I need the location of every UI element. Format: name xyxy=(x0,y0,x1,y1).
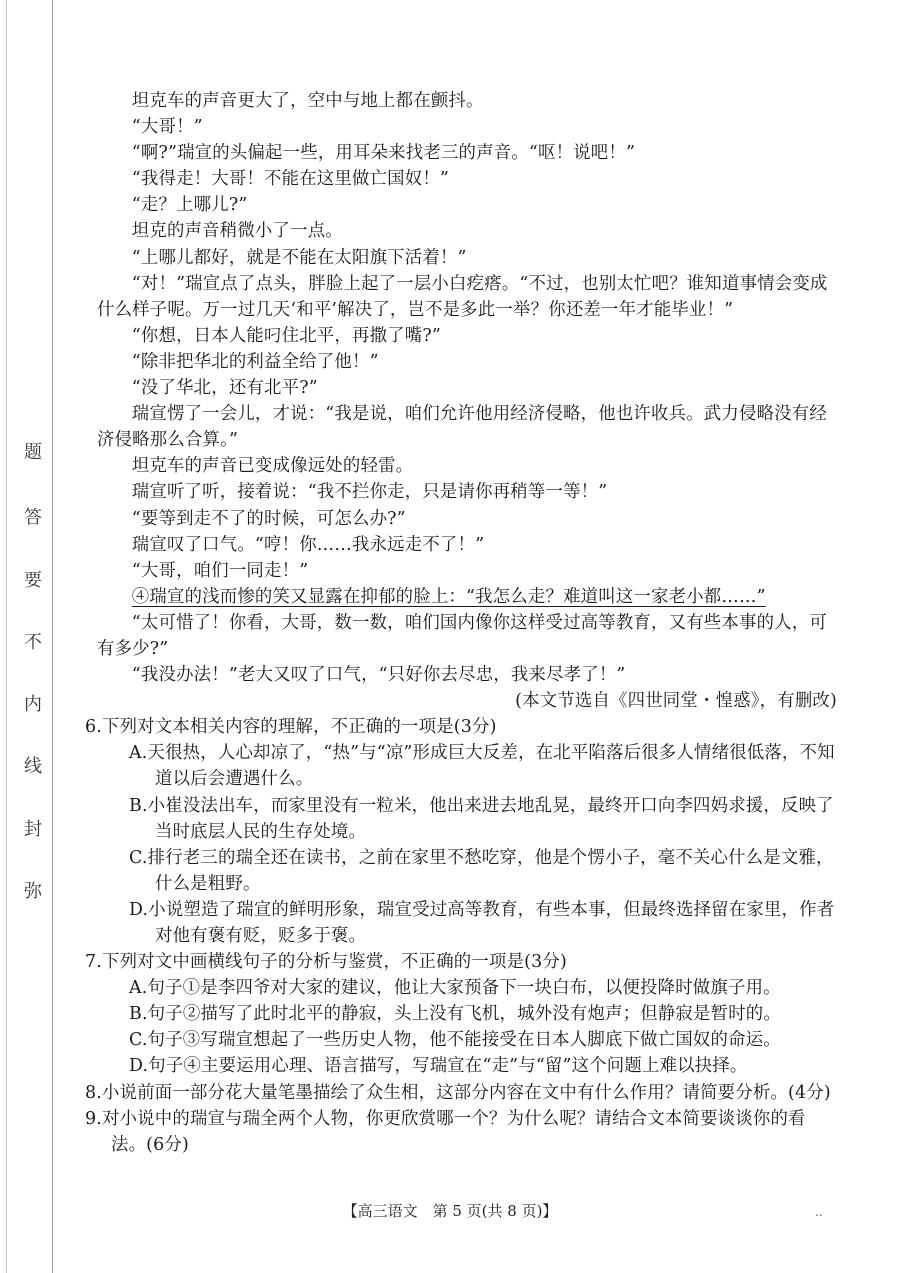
question-8: 8.小说前面一部分花大量笔墨描绘了众生相，这部分内容在文中有什么作用？请简要分析。(4分) xyxy=(85,1082,831,1103)
story-paragraph: “我没办法！”老大又叹了口气，“只好你去尽忠，我来尽孝了！” xyxy=(131,665,626,686)
question-6-option-b: B.小崔没法出车，而家里没有一粒米，他出来进去地乱晃，最终开口向李四妈求援，反映了当时底层人民的生存处境。 xyxy=(129,795,834,842)
seal-char-1: 弥 xyxy=(24,881,42,902)
question-6-option-d: D.小说塑造了瑞宣的鲜明形象，瑞宣受过高等教育，有些本事，但最终选择留在家里，作者对他有褒有贬，贬多于褒。 xyxy=(129,899,835,946)
story-paragraph: 坦克的声音稍微小了一点。 xyxy=(131,221,343,242)
question-6-option-a: A.天很热，人心却凉了，“热”与“凉”形成巨大反差，在北平陷落后很多人情绪很低落，不知道以后会遭遇什么。 xyxy=(129,743,835,790)
story-paragraph: “太可惜了！你看，大哥，数一数，咱们国内像你这样受过高等教育，又有些本事的人，可有多少?” xyxy=(97,612,827,659)
question-7-option-d: D.句子④主要运用心理、语言描写，写瑞宣在“走”与“留”这个问题上难以抉择。 xyxy=(129,1056,748,1077)
footer-mark: .. xyxy=(815,1205,823,1219)
seal-char-2: 封 xyxy=(24,819,42,840)
seal-char-8: 题 xyxy=(24,442,42,463)
binding-edge-line xyxy=(6,0,7,1273)
source-note: (本文节选自《四世同堂・惶惑》，有删改) xyxy=(515,691,837,712)
question-6-stem: 6.下列对文本相关内容的理解，不正确的一项是(3分) xyxy=(85,717,497,738)
story-paragraph: “我得走！大哥！不能在这里做亡国奴！” xyxy=(131,169,450,190)
underlined-text: ④瑞宣的浅而惨的笑又显露在抑郁的脸上：“我怎么走？难道叫这一家老小都……” xyxy=(131,586,766,607)
seal-char-3: 线 xyxy=(24,756,42,777)
seal-char-6: 要 xyxy=(24,570,42,591)
story-paragraph: 瑞宣愣了一会儿，才说：“我是说，咱们允许他用经济侵略，他也许收兵。武力侵略没有经济侵略那么合算。” xyxy=(97,404,827,451)
story-paragraph: “大哥！” xyxy=(131,117,203,138)
seal-char-5: 不 xyxy=(24,632,42,653)
story-paragraph: “啊?”瑞宣的头偏起一些，用耳朵来找老三的声音。“呕！说吧！” xyxy=(131,143,636,164)
story-paragraph: “上哪儿都好，就是不能在太阳旗下活着！” xyxy=(131,247,467,268)
story-paragraph: 坦克车的声音已变成像远处的轻雷。 xyxy=(131,456,414,477)
question-7-stem: 7.下列对文中画横线句子的分析与鉴赏，不正确的一项是(3分) xyxy=(85,952,567,973)
story-paragraph: 坦克车的声音更大了，空中与地上都在颤抖。 xyxy=(131,91,484,111)
story-paragraph: “走？上哪儿?” xyxy=(131,195,248,216)
story-paragraph: “要等到走不了的时候，可怎么办?” xyxy=(131,508,406,529)
story-paragraph: “对！”瑞宣点了点头，胖脸上起了一层小白疙瘩。“不过，也别太忙吧？谁知道事情会变成什么样子呢。万一过几天‘和平’解决了，岂不是多此一举？你还差一年才能毕业！” xyxy=(97,273,828,320)
question-9: 9.对小说中的瑞宣与瑞全两个人物，你更欣赏哪一个？为什么呢？请结合文本简要谈谈你的看法。(6分) xyxy=(85,1108,806,1155)
seal-char-7: 答 xyxy=(24,507,42,528)
page-footer: 【高三语文 第 5 页(共 8 页)】 xyxy=(342,1202,558,1220)
question-7-option-b: B.句子②描写了此时北平的静寂，头上没有飞机，城外没有炮声；但静寂是暂时的。 xyxy=(129,1004,781,1025)
story-paragraph: “大哥，咱们一同走！” xyxy=(131,560,309,581)
story-paragraph: 瑞宣听了听，接着说：“我不拦你走，只是请你再稍等一等！” xyxy=(131,482,608,503)
question-7-option-c: C.句子③写瑞宣想起了一些历史人物，他不能接受在日本人脚底下做亡国奴的命运。 xyxy=(129,1030,781,1051)
story-paragraph: “你想，日本人能叼住北平，再撒了嘴?” xyxy=(131,325,441,346)
story-paragraph: 瑞宣叹了口气。“哼！你……我永远走不了！” xyxy=(131,534,485,555)
exam-text xyxy=(85,88,837,1158)
binding-seal-line xyxy=(52,0,53,1273)
underlined-sentence-4 xyxy=(97,584,837,610)
question-7-option-a: A.句子①是李四爷对大家的建议，他让大家预备下一块白布，以便投降时做旗子用。 xyxy=(129,978,781,999)
question-6-option-c: C.排行老三的瑞全还在读书，之前在家里不愁吃穿，他是个愣小子，毫不关心什么是文雅，什么是粗野。 xyxy=(129,847,834,894)
story-paragraph: “除非把华北的利益全给了他！” xyxy=(131,351,379,372)
seal-char-4: 内 xyxy=(24,694,42,715)
story-paragraph: “没了华北，还有北平?” xyxy=(131,378,318,399)
